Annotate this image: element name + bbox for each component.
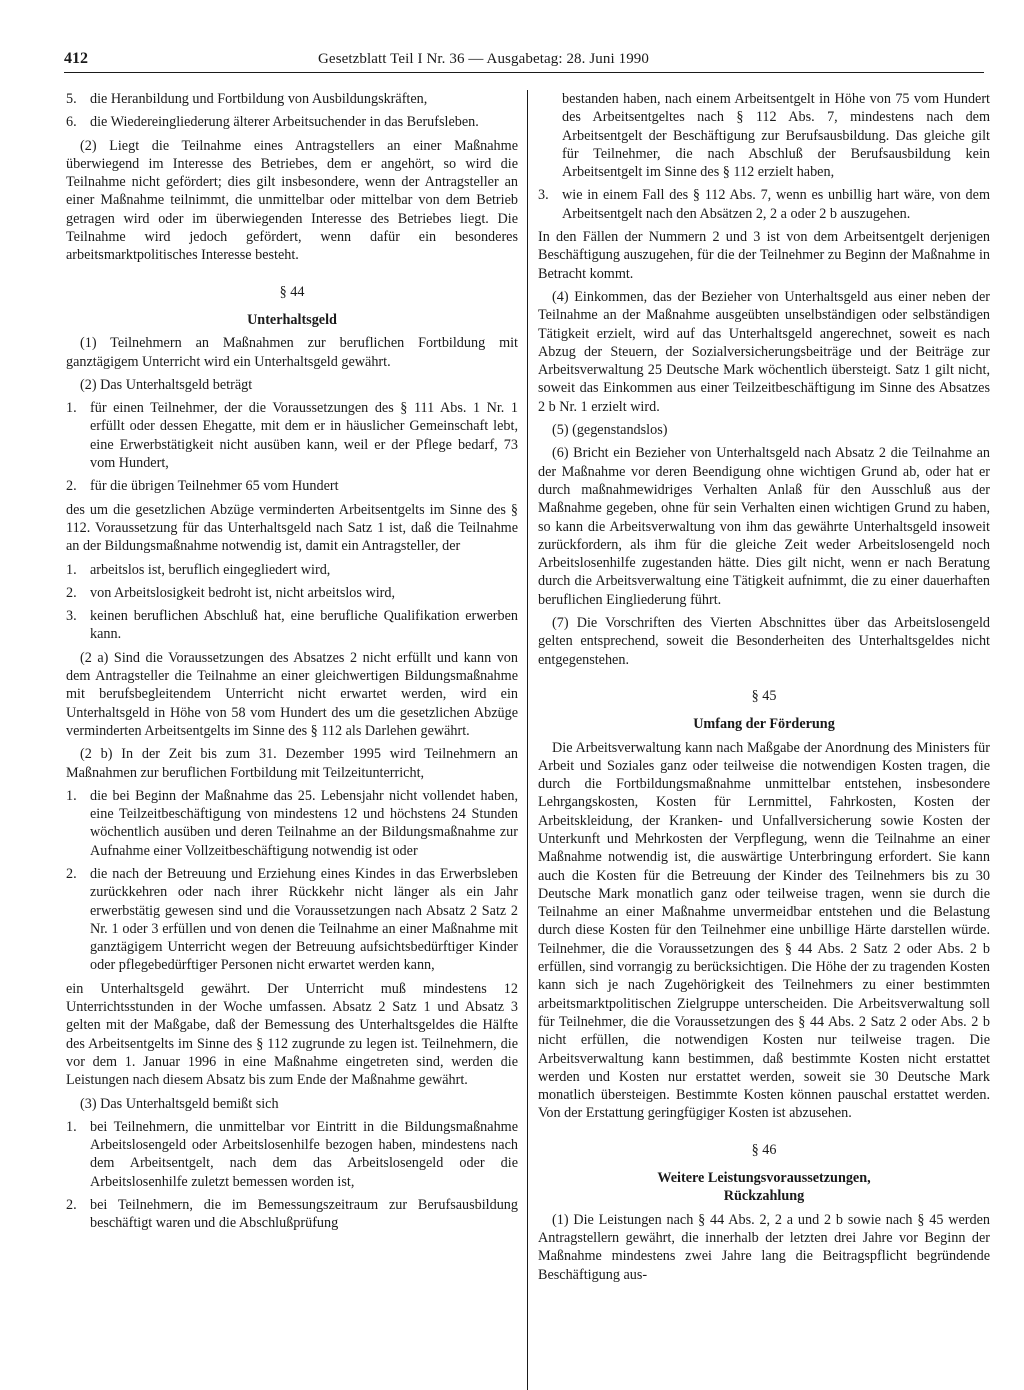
section-number: § 46 — [751, 1141, 777, 1158]
list-item: 5. die Heranbildung und Fortbildung von Ausbildungskräften, — [66, 91, 428, 107]
header-title: Gesetzblatt Teil I Nr. 36 — Ausgabetag: 28. Juni 1990 — [318, 51, 650, 67]
section-title-line-2: Rückzahlung — [723, 1188, 805, 1205]
paragraph: (1) Die Leistungen nach § 44 Abs. 2, 2 a und 2 b sowie nach § 45 werden Antragstellern gewährt, die innerhalb der letzten drei Jahre vor Beginn der Maßnahme mindestens zwei Jahre lang die Beitragspflicht begründende Beschäftigung aus- — [538, 1211, 990, 1283]
paragraph: ein Unterhaltsgeld gewährt. Der Unterricht muß mindestens 12 Unterrichtsstunden in der Woche umfassen. Absatz 2 Satz 1 und Absatz 3 gelten mit der Maßgabe, daß der Bemessung des Unterhaltsgeldes die Hälfte des Arbeitsentgelts im Sinne des § 112 zugrunde zu legen ist. Teilnehmern, die vor dem 1. Januar 1996 in eine Maßnahme eingetreten sind, werden die Leistungen nach diesem Absatz bis zum Ende der Maßnahme gewährt. — [66, 980, 518, 1089]
section-title: Weitere Leistungsvoraussetzungen, — [657, 1170, 871, 1187]
section-number: § 44 — [279, 283, 305, 300]
paragraph: (5) (gegenstandslos) — [552, 422, 668, 439]
list-item: 6. die Wiedereingliederung älterer Arbeitsuchender in das Berufsleben. — [66, 114, 479, 131]
column-divider — [527, 90, 528, 1390]
paragraph: des um die gesetzlichen Abzüge verminderten Arbeitsentgelts im Sinne des § 112. Voraussetzung für das Unterhaltsgeld nach Satz 1 ist, daß die Teilnahme an der Bildungsmaßnahme notwendig ist, damit ein Antragsteller, der — [66, 501, 518, 555]
page-number: 412 — [64, 50, 88, 67]
paragraph: (7) Die Vorschriften des Vierten Abschnittes über das Arbeitslosengeld gelten entsprechend, soweit die Besonderheiten des Unterhaltsgeldes nicht entgegenstehen. — [538, 615, 990, 668]
list-item: 2. bei Teilnehmern, die im Bemessungszeitraum zur Berufsausbildung beschäftigt waren und die Abschlußprüfung — [66, 1197, 518, 1232]
section-title: Unterhaltsgeld — [247, 311, 337, 328]
paragraph: (6) Bricht ein Bezieher von Unterhaltsgeld nach Absatz 2 die Teilnahme an der Maßnahme vor deren Beendigung ohne wichtigen Grund ab, oder hat er durch maßnahmewidriges Verhalten Anlaß für den Ausschluß aus der Maßnahme gegeben, ohne für sein Verhalten einen wichtigen Grund zu haben, so kann die Arbeitsverwaltung von ihm das gewährte Unterhaltsgeld insoweit zurückfordern, als ihm für die gleiche Zeit weder Arbeitslosengeld noch Arbeitslosenhilfe zugestanden hätte. Dies gilt nicht, wenn er nach Beratung durch die Arbeitsverwaltung eine Tätigkeit aufnimmt, die zu einer dauerhaften beruflichen Eingliederung führt. — [538, 445, 990, 608]
paragraph: (2) Das Unterhaltsgeld beträgt — [80, 376, 253, 393]
list-item: 2. von Arbeitslosigkeit bedroht ist, nicht arbeitslos wird, — [66, 584, 395, 601]
list-item: 3. keinen beruflichen Abschluß hat, eine berufliche Qualifikation erwerben kann. — [66, 608, 518, 643]
list-item: 3. wie in einem Fall des § 112 Abs. 7, wenn es unbillig hart wäre, von dem Arbeitsentgelt nach den Absätzen 2, 2 a oder 2 b auszugehen. — [538, 187, 990, 222]
page-header — [64, 49, 984, 71]
list-item: 2. die nach der Betreuung und Erziehung eines Kindes in das Erwerbsleben zurückkehren oder nach ihrer Rückkehr nicht länger als ein Jahr erwerbstätig gewesen sind und die Voraussetzungen nach Absatz 2 Satz 2 Nr. 1 oder 3 erfüllen und von denen die Teilnahme an einer Maßnahme mit ganztägigem Unterricht wegen der Betreuung aufsichtsbedürftiger Kinder oder pflegebedürftiger Personen nicht erwartet werden kann, — [66, 865, 518, 974]
list-item: 1. arbeitslos ist, beruflich eingegliedert wird, — [66, 561, 331, 578]
list-item: 1. für einen Teilnehmer, der die Voraussetzungen des § 111 Abs. 1 Nr. 1 erfüllt oder dessen Ehegatte, mit dem er in häuslicher Gemeinschaft lebt, eine Erwerbstätigkeit nicht ausüben kann, weil er der Pflege bedarf, 73 vom Hundert, — [66, 400, 518, 472]
paragraph: Die Arbeitsverwaltung kann nach Maßgabe der Anordnung des Ministers für Arbeit und Soziales ganz oder teilweise die notwendigen Kosten tragen, die durch die Fortbildungsmaßnahme unmittelbar entstehen, insbesondere Lehrgangskosten, Kosten für Lernmittel, Fahrkosten, Kosten der Arbeitskleidung, der Kranken- und Unfallversicherung sowie Kosten der Unterkunft und Mehrkosten der Verpflegung, wenn die Teilnahme an einer Maßnahme notwendig ist, die auswärtige Unterbringung erfordert. Sie kann auch die Kosten für die Betreuung der Kinder des Teilnehmers bis zu 30 Deutsche Mark monatlich ganz oder teilweise tragen, wenn sie durch die Teilnahme an einer Maßnahme unvermeidbar entstehen und die Belastung durch diese Kosten für den Teilnehmer eine unbillige Härte darstellen würde. Teilnehmer, die die Voraussetzungen des § 44 Abs. 2 Satz 2 oder Abs. 2 b erfüllen, sind vorrangig zu berücksichtigen. Die Höhe der zu tragenden Kosten kann sich je nach Zugehörigkeit des Teilnehmers zu einer bestimmten arbeitsmarktpolitischen Zielgruppe unterscheiden. Die Arbeitsverwaltung soll für Teilnehmer, die die Voraussetzungen des § 44 Abs. 2 Satz 2 oder Abs. 2 b nicht erfüllen, die notwendigen Kosten nur teilweise tragen. Die Arbeitsverwaltung kann bestimmen, daß bestimmte Kosten nicht erstattet werden und Kosten nur erstattet werden, soweit sie 30 Deutsche Mark monatlich übersteigen. Bestimmte Kosten können pauschal erstattet werden. Von der Erstattung geringfügiger Kosten ist abzusehen. — [538, 739, 990, 1122]
paragraph: (3) Das Unterhaltsgeld bemißt sich — [80, 1095, 279, 1112]
paragraph: In den Fällen der Nummern 2 und 3 ist von dem Arbeitsentgelt derjenigen Beschäftigung auszugehen, für die der Teilnehmer zu Beginn der Maßnahme in Betracht kommt. — [538, 229, 990, 282]
list-item: 1. bei Teilnehmern, die unmittelbar vor Eintritt in die Bildungsmaßnahme Arbeitslosengeld oder Arbeitslosenhilfe bezogen haben, mindestens nach dem Arbeitsentgelt, nach dem das Arbeitslosengeld oder die Arbeitslosenhilfe zuletzt bemessen worden ist, — [66, 1118, 518, 1190]
list-item-continued: bestanden haben, nach einem Arbeitsentgelt in Höhe von 75 vom Hundert des Arbeitsentgeltes nach § 112 Abs. 7, mindestens nach dem Arbeitsentgelt der Beschäftigung zur Berufsausbildung. Das gleiche gilt für Teilnehmer, die nach Abschluß der Berufsausbildung kein Arbeitsentgelt im Sinne des § 112 erzielt haben, — [562, 91, 990, 181]
paragraph: (2 a) Sind die Voraussetzungen des Absatzes 2 nicht erfüllt und kann von dem Antragsteller die Teilnahme an einer gleichwertigen Bildungsmaßnahme mit berufsbegleitendem Unterricht nicht erwartet werden, wird ein Unterhaltsgeld in Höhe von 58 vom Hundert des um die gesetzlichen Abzüge verminderten Arbeitsentgelts im Sinne des § 112 als Darlehen gewährt. — [66, 649, 518, 739]
list-item: 2. für die übrigen Teilnehmer 65 vom Hundert — [66, 478, 339, 495]
paragraph: (2) Liegt die Teilnahme eines Antragstellers an einer Maßnahme überwiegend im Interesse des Betriebes, dem er angehört, so wird die Teilnahme nicht gefördert; dies gilt insbesondere, wenn der Antragsteller an einer Maßnahme teilnimmt, die unmittelbar oder mittelbar von dem Betrieb getragen wird oder im überwiegenden Interesse des Betriebes liegt. Die Teilnahme wird jedoch gefördert, wenn dafür ein besonderes arbeitsmarktpolitisches Interesse besteht. — [66, 137, 518, 264]
list-item: 1. die bei Beginn der Maßnahme das 25. Lebensjahr nicht vollendet haben, eine Teilzeitbeschäftigung von mindestens 12 und höchstens 24 Stunden wöchentlich ausüben und deren Teilnahme an der Bildungsmaßnahme zur Aufnahme einer Vollzeitbeschäftigung notwendig ist oder — [66, 787, 518, 859]
paragraph: (1) Teilnehmern an Maßnahmen zur beruflichen Fortbildung mit ganztägigem Unterricht wird ein Unterhaltsgeld gewährt. — [66, 335, 518, 370]
paragraph: (4) Einkommen, das der Bezieher von Unterhaltsgeld aus einer neben der Teilnahme an der Maßnahme ausgeübten unselbständigen oder selbständigen Tätigkeit erzielt, wird auf das Unterhaltsgeld angerechnet, soweit es nach Abzug der Steuern, der Sozialversicherungsbeiträge und der Beiträge zur Arbeitsverwaltung 25 Deutsche Mark wöchentlich übersteigt. Satz 1 gilt nicht, soweit das Einkommen aus einer Teilzeitbeschäftigung im Sinne des Absatzes 2 b Nr. 1 erzielt wird. — [538, 288, 990, 415]
left-column — [66, 90, 518, 1390]
right-column — [538, 90, 990, 1390]
section-number: § 45 — [751, 687, 777, 704]
section-title: Umfang der Förderung — [693, 716, 835, 733]
paragraph: (2 b) In der Zeit bis zum 31. Dezember 1995 wird Teilnehmern an Maßnahmen zur beruflichen Fortbildung mit Teilzeitunterricht, — [66, 746, 518, 781]
header-rule — [64, 72, 984, 73]
